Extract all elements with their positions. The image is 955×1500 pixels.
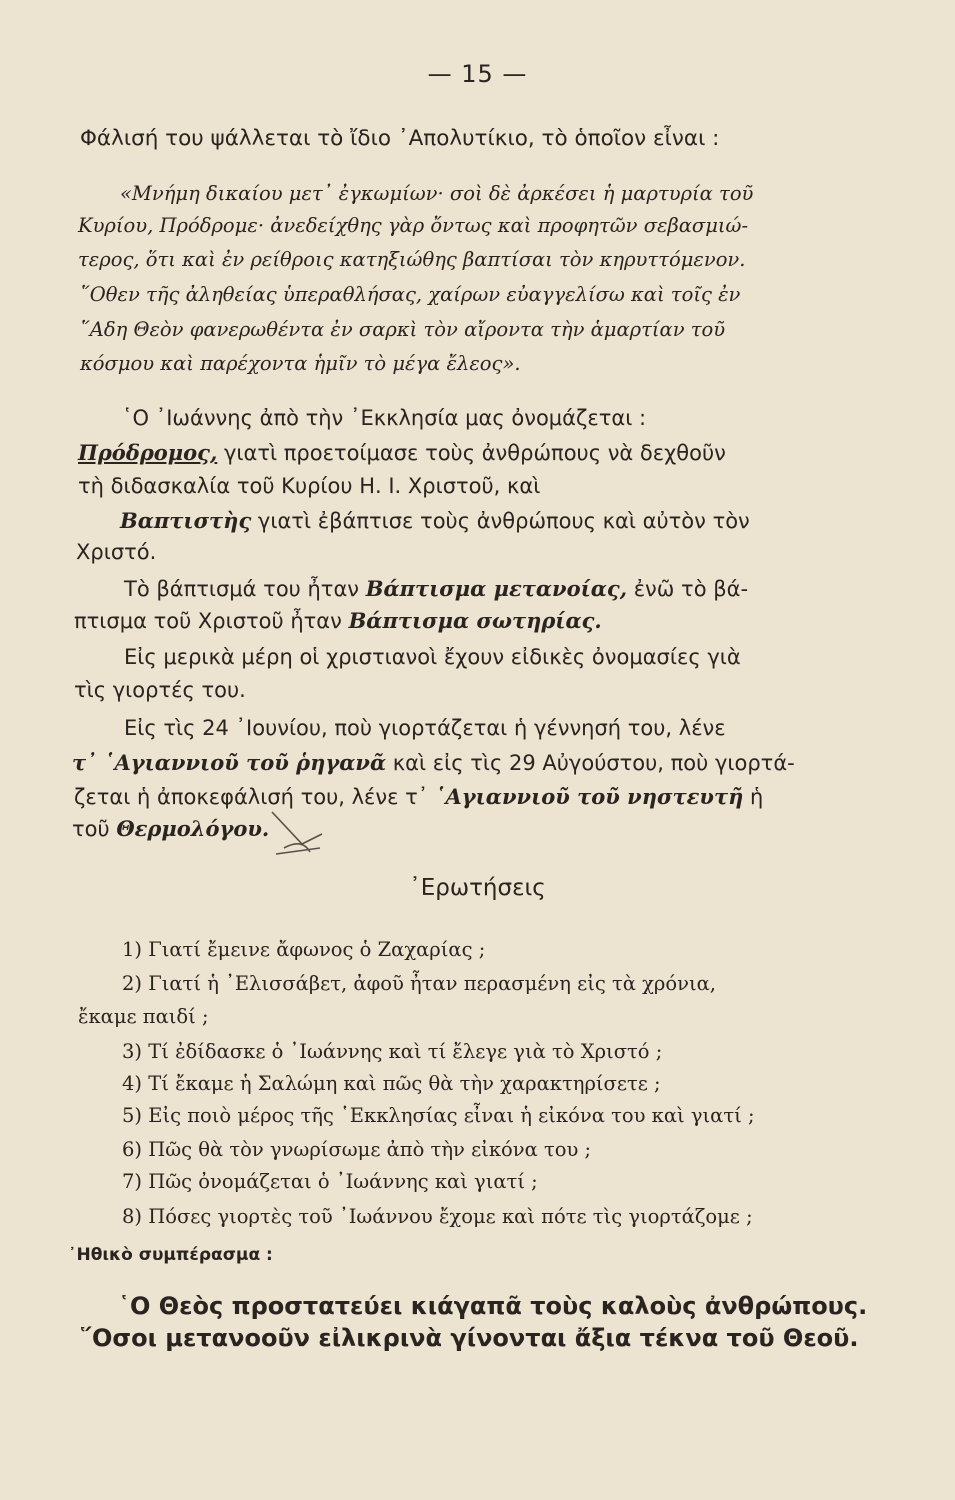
question-item: 2) Γιατί ἡ ᾽Ελισσάβετ, ἀφοῦ ἦταν περασμένη εἰς τὰ χρόνια, [122, 972, 716, 995]
paragraph-text: καὶ εἰς τὶς 29 Αὐγούστου, ποὺ γιορτά- [386, 751, 795, 775]
questions-heading: ᾽Ερωτήσεις [409, 875, 546, 901]
intro-line: Φάλισή του ψάλλεται τὸ ἴδιο ᾽Απολυτίκιο, τὸ ὁποῖον εἶναι : [80, 126, 720, 151]
conclusion-label: ᾽Ηθικὸ συμπέρασμα : [68, 1245, 273, 1265]
paragraph-line: Εἰς μερικὰ μέρη οἱ χριστιανοὶ ἔχουν εἰδικὲς ὀνομασίες γιὰ [124, 645, 741, 669]
paragraph-text: γιατὶ προετοίμασε τοὺς ἀνθρώπους νὰ δεχθοῦν [217, 441, 726, 465]
paragraph-text: Τὸ βάπτισμά του ἦταν [124, 577, 366, 601]
question-item: 3) Τί ἐδίδασκε ὁ ᾽Ιωάννης καὶ τί ἔλεγε γιὰ τὸ Χριστό ; [122, 1040, 663, 1063]
paragraph-line [72, 750, 795, 775]
paragraph-line [74, 784, 763, 809]
hymn-line: «Μνήμη δικαίου μετ᾽ ἐγκωμίων· σοὶ δὲ ἀρκέσει ἡ μαρτυρία τοῦ [120, 182, 754, 205]
paragraph-line [124, 576, 748, 601]
paragraph-line: τὶς γιορτές του. [74, 678, 246, 702]
paragraph-line [78, 440, 726, 465]
feast-name-rigana: τ᾽ ῾Αγιαννιοῦ τοῦ ῥηγανᾶ [72, 750, 387, 775]
paragraph-text: γιατὶ ἐβάπτισε τοὺς ἀνθρώπους καὶ αὐτὸν τὸν [251, 509, 750, 533]
question-item: 4) Τί ἔκαμε ἡ Σαλώμη καὶ πῶς θὰ τὴν χαρακτηρίσετε ; [122, 1072, 661, 1095]
question-item: 7) Πῶς ὀνομάζεται ὁ ᾽Ιωάννης καὶ γιατί ; [122, 1170, 538, 1193]
conclusion-line: ῞Οσοι μετανοοῦν εἰλικρινὰ γίνονται ἄξια τέκνα τοῦ Θεοῦ. [80, 1324, 859, 1352]
paragraph-line: ῾Ο ᾽Ιωάννης ἀπὸ τὴν ᾽Εκκλησία μας ὀνομάζεται : [122, 406, 647, 430]
baptism-salvation-term: Βάπτισμα σωτηρίας. [348, 608, 602, 633]
hymn-line: κόσμου καὶ παρέχοντα ἡμῖν τὸ μέγα ἔλεος». [80, 352, 521, 375]
prodromos-term: Πρόδρομος, [78, 440, 218, 465]
paragraph-line: τὴ διδασκαλία τοῦ Κυρίου Η. Ι. Χριστοῦ, καὶ [78, 474, 541, 498]
paragraph-line [74, 608, 602, 633]
question-item: ἔκαμε παιδί ; [78, 1005, 209, 1028]
question-item: 6) Πῶς θὰ τὸν γνωρίσωμε ἀπὸ τὴν εἰκόνα του ; [122, 1138, 592, 1161]
hymn-line: τερος, ὅτι καὶ ἐν ρείθροις κατηξιώθης βαπτίσαι τὸν κηρυττόμενον. [78, 248, 746, 271]
page-number: — 15 — [427, 60, 528, 88]
paragraph-text: τοῦ [72, 817, 117, 841]
paragraph-line [120, 508, 750, 533]
pencil-mark-icon [262, 808, 342, 868]
hymn-line: Κυρίου, Πρόδρομε· ἀνεδείχθης γὰρ ὄντως καὶ προφητῶν σεβασμιώ- [78, 214, 749, 237]
paragraph-text: πτισμα τοῦ Χριστοῦ ἦταν [74, 609, 349, 633]
hymn-line: ῞Οθεν τῆς ἀληθείας ὑπεραθλήσας, χαίρων εὐαγγελίσω καὶ τοῖς ἐν [80, 283, 741, 306]
paragraph-text: ἡ [743, 785, 764, 809]
paragraph-text: ζεται ἡ ἀποκεφάλισή του, λένε τ᾽ [74, 785, 435, 809]
baptism-repentance-term: Βάπτισμα μετανοίας, [365, 576, 628, 601]
baptistis-term: Βαπτιστὴς [120, 508, 252, 533]
hymn-line: ῞Αδη Θεὸν φανερωθέντα ἐν σαρκὶ τὸν αἴροντα τὴν ἁμαρτίαν τοῦ [80, 318, 726, 341]
question-item: 5) Εἰς ποιὸ μέρος τῆς ῾Εκκλησίας εἶναι ἡ εἰκόνα του καὶ γιατί ; [122, 1104, 755, 1127]
paragraph-line [72, 816, 269, 841]
feast-name-nisteftis: ῾Αγιαννιοῦ τοῦ νηστευτῆ [434, 784, 744, 809]
question-item: 1) Γιατί ἔμεινε ἄφωνος ὁ Ζαχαρίας ; [122, 938, 486, 961]
feast-name-thermologos: Θερμολόγου. [116, 816, 270, 841]
paragraph-line: Χριστό. [76, 540, 157, 564]
paragraph-text: ἐνῶ τὸ βά- [627, 577, 749, 601]
conclusion-line: ῾Ο Θεὸς προστατεύει κιάγαπᾶ τοὺς καλοὺς ἀνθρώπους. [118, 1292, 868, 1320]
paragraph-line: Εἰς τὶς 24 ᾽Ιουνίου, ποὺ γιορτάζεται ἡ γέννησή του, λένε [124, 716, 726, 740]
question-item: 8) Πόσες γιορτὲς τοῦ ᾽Ιωάννου ἔχομε καὶ πότε τὶς γιορτάζομε ; [122, 1205, 753, 1228]
